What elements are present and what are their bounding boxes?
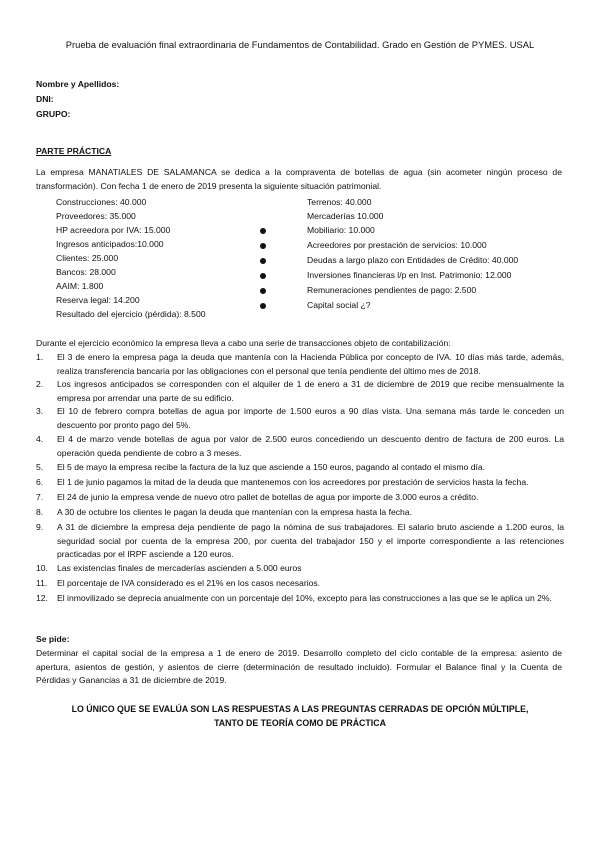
left-item: HP acreedora por IVA: 15.000 bbox=[56, 225, 171, 235]
list-item-number: 4. bbox=[36, 434, 44, 444]
transactions-intro: Durante el ejercicio económico la empresa lleva a cabo una serie de transacciones objeto de contabilización: bbox=[36, 338, 451, 348]
left-item: Resultado del ejercicio (pérdida): 8.500 bbox=[56, 309, 206, 319]
list-item-number: 8. bbox=[36, 507, 44, 517]
list-item-number: 12. bbox=[36, 593, 48, 603]
list-item-text: El 24 de junio la empresa vende de nuevo otro pallet de botellas de agua por importe de 3.000 euros a crédito. bbox=[57, 492, 479, 502]
list-item bbox=[36, 378, 564, 405]
left-item: Bancos: 28.000 bbox=[56, 267, 116, 277]
list-item-number: 1. bbox=[36, 352, 44, 362]
bullet-icon bbox=[260, 303, 266, 309]
bullet-icon bbox=[260, 273, 266, 279]
list-item-text: El porcentaje de IVA considerado es el 21% en los casos necesarios. bbox=[57, 578, 321, 588]
name-label: Nombre y Apellidos: bbox=[36, 79, 120, 89]
right-item: Deudas a largo plazo con Entidades de Crédito: 40.000 bbox=[307, 255, 519, 265]
list-item-number: 3. bbox=[36, 406, 44, 416]
list-item-number: 6. bbox=[36, 477, 44, 487]
list-item bbox=[36, 577, 564, 591]
right-item: Inversiones financieras l/p en Inst. Patrimonio: 12.000 bbox=[307, 270, 512, 280]
left-item: Ingresos anticipados:10.000 bbox=[56, 239, 164, 249]
list-item bbox=[36, 521, 564, 562]
list-item-text: El inmovilizado se deprecia anualmente con un porcentaje del 10%, excepto para las construcciones a las que se le aplica un 2%. bbox=[57, 593, 552, 603]
list-item-text: El 10 de febrero compra botellas de agua por importe de 1.500 euros a 90 días vista. Una semana más tarde le conceden un descuento por pronto pago del 5%. bbox=[57, 406, 564, 430]
list-item bbox=[36, 506, 564, 520]
asked-text: Determinar el capital social de la empresa a 1 de enero de 2019. Desarrollo completo del ciclo contable de la empresa: asiento de apertura, asientos de gestión, y asientos de cierre (determinación de resultado incluido). Formular el Balance final y la Cuenta de Pérdidas y Ganancias a 31 de diciembre de 2019. bbox=[36, 648, 562, 685]
left-item: AAIM: 1.800 bbox=[56, 281, 104, 291]
left-item: Clientes: 25.000 bbox=[56, 253, 119, 263]
list-item-text: Las existencias finales de mercaderías ascienden a 5.000 euros bbox=[57, 563, 302, 573]
intro-paragraph: La empresa MANATIALES DE SALAMANCA se dedica a la compraventa de botellas de agua (sin acometer ningún proceso de transformación). Con fecha 1 de enero de 2019 presenta la siguiente situación patrimonial. bbox=[36, 167, 562, 191]
evaluation-note: LO ÚNICO QUE SE EVALÚA SON LAS RESPUESTAS A LAS PREGUNTAS CERRADAS DE OPCIÓN MÚLTIPLE, TANTO DE TEORÍA COMO DE PRÁCTICA bbox=[71, 704, 529, 728]
dni-label: DNI: bbox=[36, 94, 54, 104]
list-item-number: 10. bbox=[36, 563, 48, 573]
left-item: Proveedores: 35.000 bbox=[56, 211, 136, 221]
list-item-number: 11. bbox=[36, 578, 48, 588]
right-item: Capital social ¿? bbox=[307, 300, 371, 310]
bullet-icon bbox=[260, 243, 266, 249]
right-item: Terrenos: 40.000 bbox=[307, 197, 372, 207]
bullet-icon bbox=[260, 288, 266, 294]
left-item: Reserva legal: 14.200 bbox=[56, 295, 140, 305]
list-item bbox=[36, 433, 564, 460]
list-item-text: El 1 de junio pagamos la mitad de la deuda que mantenemos con los acreedores por prestación de servicios hasta la fecha. bbox=[57, 477, 529, 487]
list-item-number: 5. bbox=[36, 462, 44, 472]
list-item bbox=[36, 562, 564, 576]
list-item bbox=[36, 405, 564, 432]
list-item-number: 9. bbox=[36, 522, 44, 532]
list-item-text: El 5 de mayo la empresa recibe la factura de la luz que asciende a 150 euros, pagando al contado el mismo día. bbox=[57, 462, 486, 472]
right-item: Mobiliario: 10.000 bbox=[307, 225, 375, 235]
right-item: Acreedores por prestación de servicios: 10.000 bbox=[307, 240, 487, 250]
list-item bbox=[36, 461, 564, 475]
asked-label: Se pide: bbox=[36, 634, 70, 644]
list-item-text: A 31 de diciembre la empresa deja pendiente de pago la nómina de sus trabajadores. El salario bruto asciende a 1.200 euros, la seguridad social por cuenta de la empresa 200, por cuenta del trabajador 150 y el importe correspondiente a las retenciones practicadas por el IRPF asciende a 120 euros. bbox=[57, 522, 564, 559]
list-item-text: A 30 de octubre los clientes le pagan la deuda que mantenían con la empresa hasta la fecha. bbox=[57, 507, 412, 517]
left-item: Construcciones: 40.000 bbox=[56, 197, 147, 207]
section-title: PARTE PRÁCTICA bbox=[36, 146, 112, 156]
bullet-icon bbox=[260, 258, 266, 264]
list-item bbox=[36, 592, 564, 606]
list-item bbox=[36, 491, 564, 505]
list-item-number: 2. bbox=[36, 379, 44, 389]
right-item: Remuneraciones pendientes de pago: 2.500 bbox=[307, 285, 477, 295]
list-item-text: El 3 de enero la empresa paga la deuda que mantenía con la Hacienda Pública por concepto de IVA. 10 días más tarde, además, realiza transferencia bancaria por las obligaciones con el personal que tenía pendiente del último mes de 2018. bbox=[57, 352, 564, 376]
right-item: Mercaderías 10.000 bbox=[307, 211, 384, 221]
list-item bbox=[36, 351, 564, 378]
list-item-text: El 4 de marzo vende botellas de agua por valor de 2.500 euros concediendo un descuento dentro de factura de 200 euros. La operación queda pendiente de cobro a 3 meses. bbox=[57, 434, 564, 458]
list-item bbox=[36, 476, 564, 490]
group-label: GRUPO: bbox=[36, 109, 71, 119]
document-title: Prueba de evaluación final extraordinaria de Fundamentos de Contabilidad. Grado en Gestión de PYMES. USAL bbox=[65, 39, 535, 50]
list-item-number: 7. bbox=[36, 492, 44, 502]
list-item-text: Los ingresos anticipados se corresponden con el alquiler de 1 de enero a 31 de diciembre de 2019 que recibe mensualmente la empresa por arrendar una parte de su edificio. bbox=[57, 379, 564, 403]
bullet-icon bbox=[260, 228, 266, 234]
